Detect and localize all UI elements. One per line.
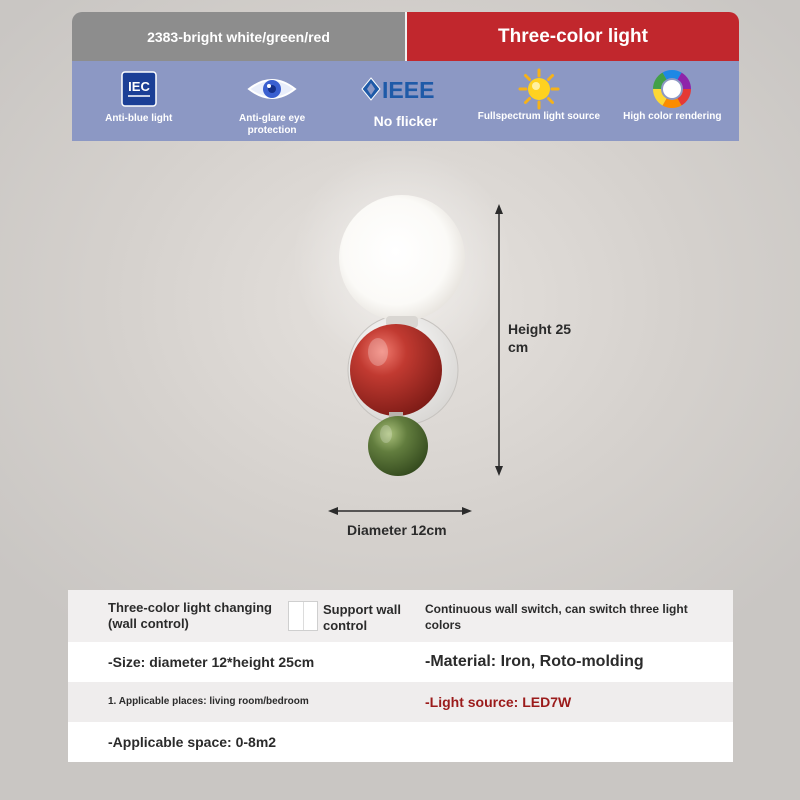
feature-label: No flicker (373, 113, 438, 129)
spec-row-size (68, 642, 733, 682)
feature-label: Anti-glare eye protection (239, 113, 306, 136)
material-text: -Material: Iron, Roto-molding (425, 653, 644, 670)
diameter-label: Diameter 12cm (347, 522, 447, 538)
spec-table (68, 590, 733, 762)
switch-description: Continuous wall switch, can switch three light colors (425, 602, 688, 632)
feature-label: Fullspectrum light source (477, 111, 601, 122)
spec-row-places (68, 682, 733, 722)
places-text: 1. Applicable places: living room/bedroom (108, 696, 309, 707)
page-title: Three-color light (405, 12, 739, 61)
wall-switch-icon (288, 601, 318, 631)
svg-text:IEC: IEC (127, 79, 150, 94)
svg-text:IEEE: IEEE (381, 77, 434, 103)
light-source-text: -Light source: LED7W (425, 694, 572, 710)
size-text: -Size: diameter 12*height 25cm (108, 654, 315, 670)
space-text: -Applicable space: 0-8m2 (108, 734, 277, 750)
model-label: 2383-bright white/green/red (72, 12, 405, 61)
spec-row-control (68, 590, 733, 642)
height-label: Height 25 cm (508, 321, 572, 355)
wall-control-text: Support wall control (323, 602, 401, 633)
red-ball (350, 324, 442, 416)
glass-globe (339, 195, 465, 321)
spec-row-space (68, 722, 733, 762)
green-ball (368, 416, 428, 476)
feature-label: Anti-blue light (105, 113, 173, 124)
feature-label: High color rendering (623, 111, 722, 122)
control-mode-text: Three-color light changing (wall control) (108, 600, 272, 631)
diameter-arrow (328, 507, 472, 515)
